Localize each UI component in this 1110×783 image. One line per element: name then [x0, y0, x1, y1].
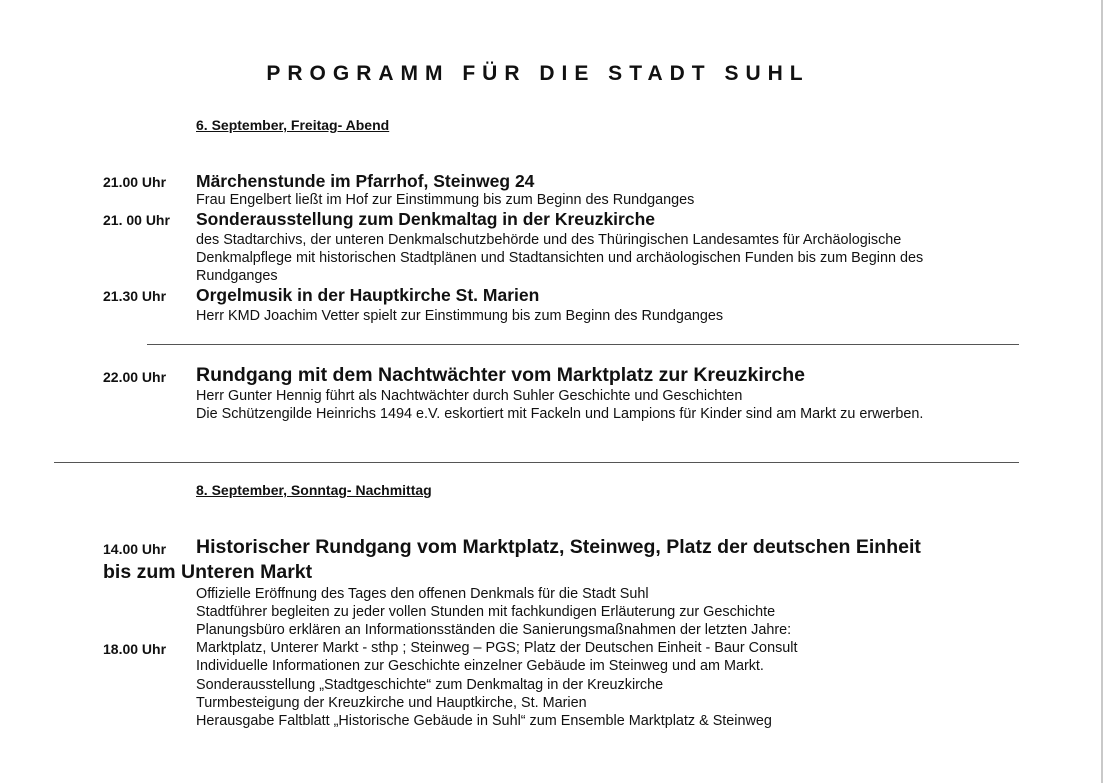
event-description-line: Individuelle Informationen zur Geschichte einzelner Gebäude im Steinweg und am Markt. [196, 658, 764, 674]
event-description-line: Offizielle Eröffnung des Tages den offenen Denkmals für die Stadt Suhl [196, 586, 649, 602]
event-description-line: Stadtführer begleiten zu jeder vollen Stunden mit fachkundigen Erläuterung zur Geschichte [196, 604, 776, 620]
event-title: Orgelmusik in der Hauptkirche St. Marien [196, 285, 540, 305]
event-title-continued: bis zum Unteren Markt [103, 561, 313, 583]
event-description-line: Marktplatz, Unterer Markt - sthp ; Steinweg – PGS; Platz der Deutschen Einheit - Baur Consult [196, 640, 798, 656]
document-title: PROGRAMM FÜR DIE STADT SUHL [266, 62, 810, 85]
event-description-line: des Stadtarchivs, der unteren Denkmalschutzbehörde und des Thüringischen Landesamtes für Archäologische [196, 232, 902, 248]
event-title: Sonderausstellung zum Denkmaltag in der Kreuzkirche [196, 209, 655, 229]
event-description-line: Frau Engelbert ließt im Hof zur Einstimmung bis zum Beginn des Rundganges [196, 192, 695, 208]
event-title: Rundgang mit dem Nachtwächter vom Marktplatz zur Kreuzkirche [196, 364, 805, 386]
section-divider-line [54, 462, 1019, 463]
event-description-line: Turmbesteigung der Kreuzkirche und Hauptkirche, St. Marien [196, 695, 587, 711]
event-description-line: Planungsbüro erklären an Informationsständen die Sanierungsmaßnahmen der letzten Jahre: [196, 622, 792, 638]
event-title: Historischer Rundgang vom Marktplatz, Steinweg, Platz der deutschen Einheit [196, 536, 921, 558]
section-heading-day1: 6. September, Freitag- Abend [196, 117, 390, 133]
event-time: 14.00 Uhr [103, 541, 167, 557]
divider-line [147, 344, 1019, 345]
event-description-line: Die Schützengilde Heinrichs 1494 e.V. eskortiert mit Fackeln und Lampions für Kinder sind am Markt zu erwerben. [196, 406, 924, 422]
event-description-line: Sonderausstellung „Stadtgeschichte“ zum Denkmaltag in der Kreuzkirche [196, 677, 664, 693]
section-heading-day2: 8. September, Sonntag- Nachmittag [196, 482, 432, 498]
event-description-line: Herausgabe Faltblatt „Historische Gebäude in Suhl“ zum Ensemble Marktplatz & Steinweg [196, 713, 772, 729]
event-title: Märchenstunde im Pfarrhof, Steinweg 24 [196, 171, 535, 191]
event-description-line: Rundganges [196, 268, 278, 284]
event-end-time: 18.00 Uhr [103, 641, 167, 657]
event-time: 21.30 Uhr [103, 288, 167, 304]
event-time: 22.00 Uhr [103, 369, 167, 385]
event-description-line: Herr Gunter Hennig führt als Nachtwächter durch Suhler Geschichte und Geschichten [196, 388, 743, 404]
event-time: 21. 00 Uhr [103, 212, 170, 228]
page-right-border [1101, 0, 1103, 783]
event-description-line: Denkmalpflege mit historischen Stadtplänen und Stadtansichten und archäologischen Funden bis zum Beginn des [196, 250, 924, 266]
event-description-line: Herr KMD Joachim Vetter spielt zur Einstimmung bis zum Beginn des Rundganges [196, 308, 724, 324]
event-time: 21.00 Uhr [103, 174, 167, 190]
